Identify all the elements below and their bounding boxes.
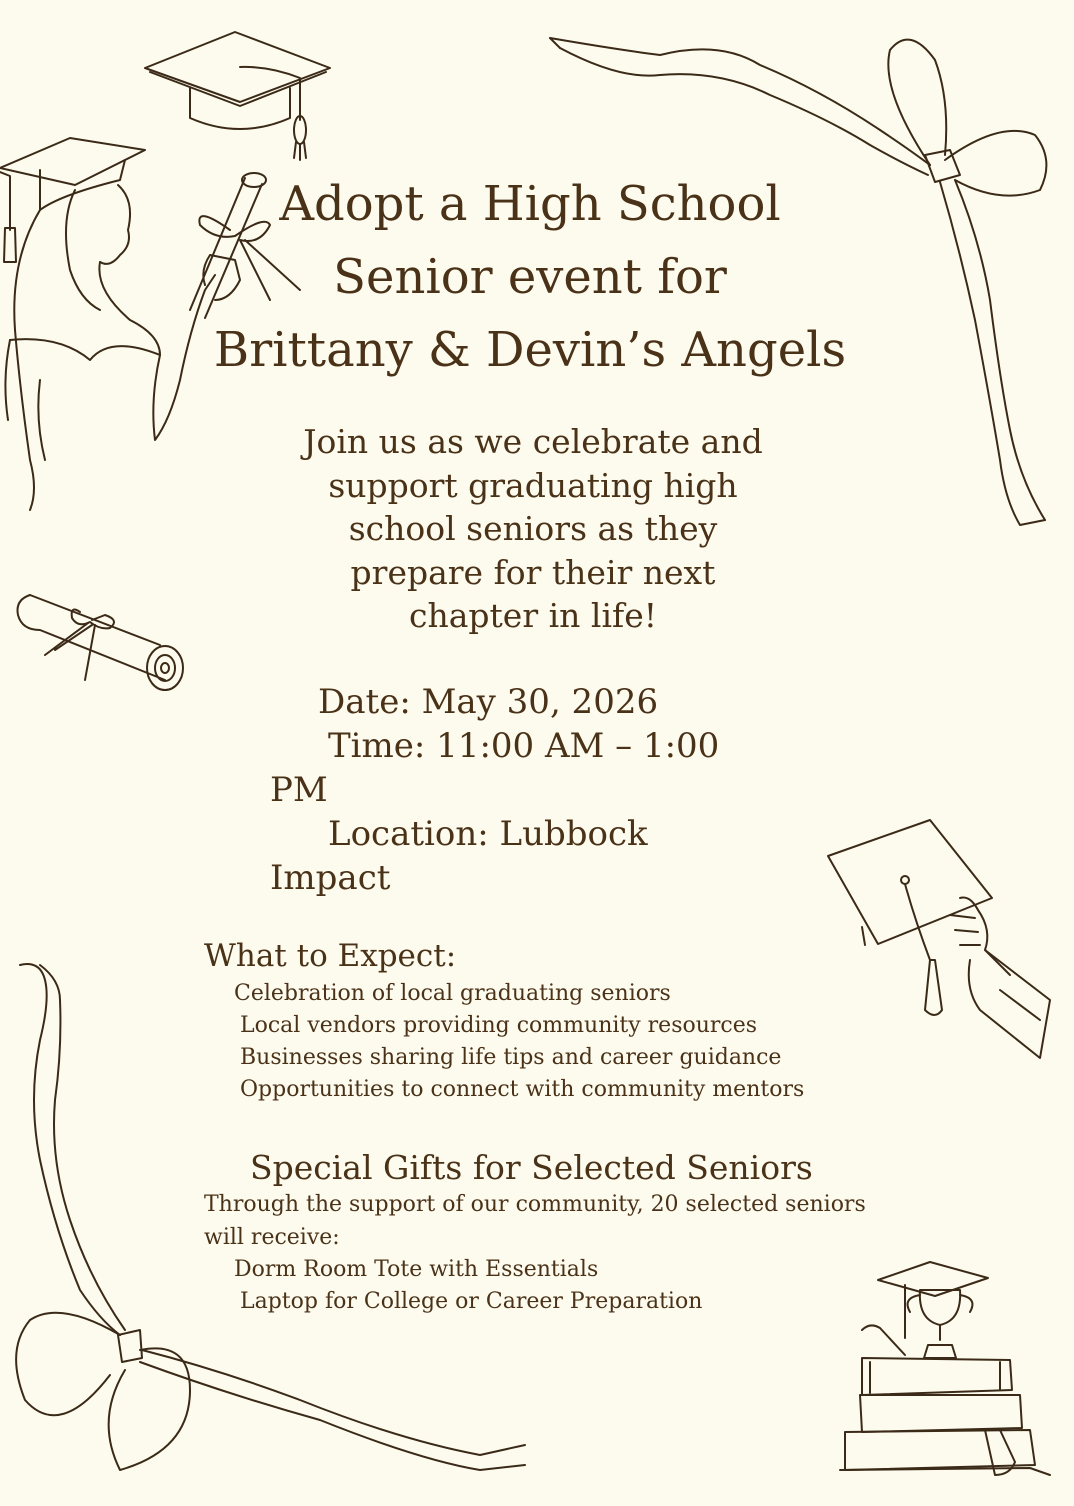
event-date: Date: May 30, 2026 <box>318 682 659 722</box>
diploma-scroll-icon <box>18 595 184 690</box>
event-location: Location: Lubbock <box>328 814 648 854</box>
intro-line: prepare for their next <box>350 552 716 592</box>
intro-line: support graduating high <box>328 465 738 505</box>
hand-holding-cap-icon <box>828 820 1050 1058</box>
event-time-continued: PM <box>270 770 328 810</box>
expect-item: Businesses sharing life tips and career guidance <box>240 1045 782 1070</box>
event-title <box>200 168 860 387</box>
expect-item: Celebration of local graduating seniors <box>234 981 671 1006</box>
title-line-2: Senior event for <box>333 249 727 305</box>
event-location-continued: Impact <box>270 858 391 898</box>
books-and-trophy-icon <box>840 1262 1050 1475</box>
intro-line: school seniors as they <box>348 509 718 548</box>
event-time: Time: 11:00 AM – 1:00 <box>328 726 720 766</box>
intro-paragraph <box>260 420 806 638</box>
gifts-description-continued: will receive: <box>204 1225 340 1250</box>
graduation-cap-icon <box>145 32 330 160</box>
gifts-heading: Special Gifts for Selected Seniors <box>250 1148 813 1187</box>
gifts-description: Through the support of our community, 20 selected seniors <box>204 1192 866 1217</box>
title-line-1: Adopt a High School <box>279 176 781 232</box>
title-line-3: Brittany & Devin’s Angels <box>213 322 847 378</box>
gift-item: Laptop for College or Career Preparation <box>240 1289 703 1314</box>
expect-heading: What to Expect: <box>204 938 457 974</box>
expect-item: Opportunities to connect with community mentors <box>240 1077 805 1102</box>
intro-line: chapter in life! <box>409 596 657 635</box>
expect-item: Local vendors providing community resources <box>240 1013 758 1038</box>
ribbon-bow-icon <box>16 964 525 1470</box>
gift-item: Dorm Room Tote with Essentials <box>234 1257 599 1282</box>
intro-line: Join us as we celebrate and <box>303 422 763 461</box>
